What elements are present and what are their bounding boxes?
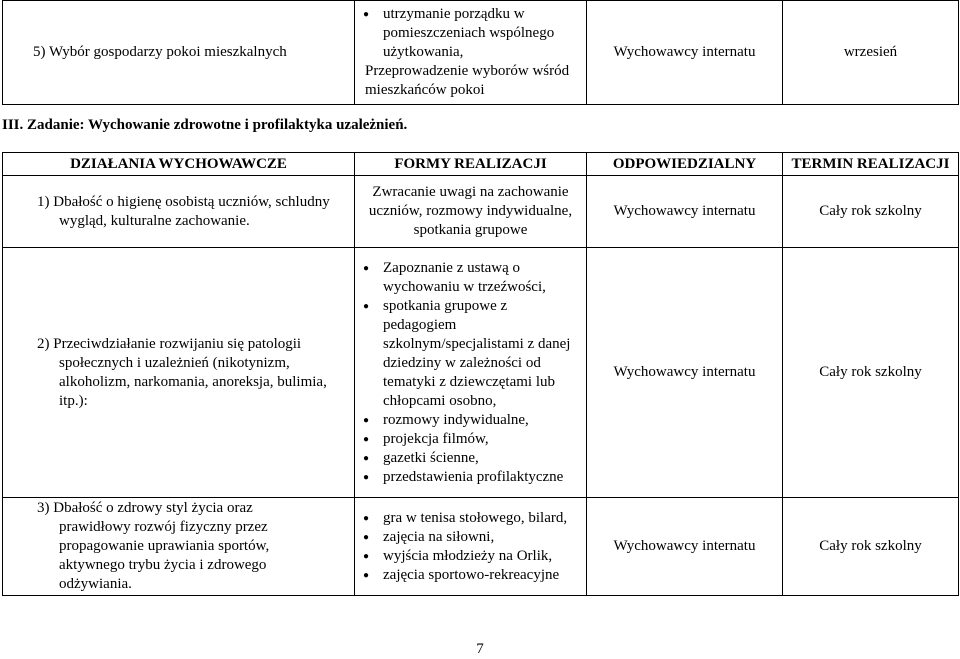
list-item: ● wyjścia młodzieży na Orlik,	[383, 547, 580, 566]
main-table	[2, 152, 959, 596]
list-item: ● utrzymanie porządku w pomieszczeniach wspólnego użytkowania,	[383, 5, 582, 62]
responsible-text: Wychowawcy internatu	[613, 203, 756, 219]
term-cell	[783, 1, 959, 105]
page-number: 7	[476, 641, 484, 657]
action-text: 1) Dbałość o higienę osobistą uczniów, schludny wygląd, kulturalne zachowanie.	[37, 193, 330, 229]
term-text: Cały rok szkolny	[819, 538, 922, 554]
list-item: ● gazetki ścienne,	[383, 449, 580, 468]
term-cell	[783, 176, 959, 248]
action-cell	[3, 1, 355, 105]
form-text: Zwracanie uwagi na zachowanie uczniów, rozmowy indywidualne, spotkania grupowe	[368, 184, 573, 238]
list-item: ● zajęcia na siłowni,	[383, 528, 580, 547]
form-list	[355, 5, 582, 62]
form-cell	[355, 176, 587, 248]
responsible-text: Wychowawcy internatu	[613, 538, 756, 554]
table-row	[3, 176, 959, 248]
list-item: ● projekcja filmów,	[383, 430, 580, 449]
form-cell	[355, 498, 587, 596]
header-cell: DZIAŁANIA WYCHOWAWCZE	[3, 153, 355, 176]
form-list	[355, 509, 580, 585]
term-text: Cały rok szkolny	[819, 203, 922, 219]
list-item: ● rozmowy indywidualne,	[383, 411, 580, 430]
table-row	[3, 1, 959, 105]
action-text: 5) Wybór gospodarzy pokoi mieszkalnych	[33, 44, 287, 60]
top-table	[2, 0, 959, 105]
list-item: ● zajęcia sportowo-rekreacyjne	[383, 566, 580, 585]
list-item: ● gra w tenisa stołowego, bilard,	[383, 509, 580, 528]
action-text: 2) Przeciwdziałanie rozwijaniu się patologii społecznych i uzależnień (nikotynizm, alkoholizm, narkomania, anoreksja, bulimia, itp.):	[37, 335, 327, 409]
header-cell: TERMIN REALIZACJI	[783, 153, 959, 176]
list-item: ● Zapoznanie z ustawą o wychowaniu w trzeźwości,	[383, 259, 580, 297]
form-extra-text: Przeprowadzenie wyborów wśród mieszkańców pokoi	[365, 63, 570, 98]
responsible-text: Wychowawcy internatu	[613, 364, 756, 380]
list-item: ● spotkania grupowe z pedagogiem szkolnym/specjalistami z danej dziedziny w zależności od tematyki z dziewczętami lub chłopcami osobno,	[383, 297, 580, 411]
table-row	[3, 248, 959, 498]
action-cell	[3, 498, 355, 596]
responsible-cell	[587, 1, 783, 105]
action-cell	[3, 176, 355, 248]
responsible-cell	[587, 176, 783, 248]
term-text: Cały rok szkolny	[819, 364, 922, 380]
responsible-cell	[587, 498, 783, 596]
form-cell	[355, 1, 587, 105]
section-title: III. Zadanie: Wychowanie zdrowotne i profilaktyka uzależnień.	[2, 117, 408, 133]
form-cell	[355, 248, 587, 498]
term-cell	[783, 498, 959, 596]
table-row	[3, 498, 959, 596]
list-item: ● przedstawienia profilaktyczne	[383, 468, 580, 487]
action-cell	[3, 248, 355, 498]
responsible-cell	[587, 248, 783, 498]
header-row	[3, 153, 959, 176]
term-cell	[783, 248, 959, 498]
form-list	[355, 259, 580, 487]
header-cell: ODPOWIEDZIALNY	[587, 153, 783, 176]
header-cell: FORMY REALIZACJI	[355, 153, 587, 176]
term-text: wrzesień	[843, 44, 898, 60]
action-text: 3) Dbałość o zdrowy styl życia oraz prawidłowy rozwój fizyczny przez propagowanie uprawiania sportów, aktywnego trybu życia i zdrowego odżywiania.	[37, 500, 270, 592]
responsible-text: Wychowawcy internatu	[613, 44, 756, 60]
